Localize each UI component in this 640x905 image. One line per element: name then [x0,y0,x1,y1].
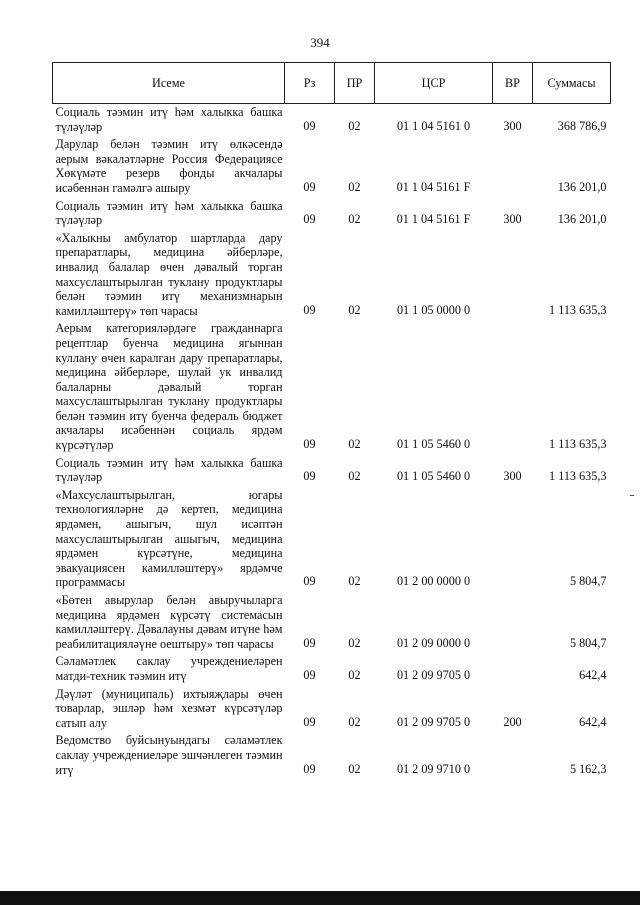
row-rz: 09 [303,714,316,729]
header-vr: ВР [493,63,533,104]
row-vr [493,230,533,321]
table-row [53,320,611,454]
row-pr: 02 [348,469,361,484]
row-name: Социаль тәэмин итү һәм халыкка башка түләүләр [55,198,283,228]
row-csr: 01 2 09 9705 0 [396,714,471,729]
table-row [53,104,611,137]
row-vr [493,487,533,592]
row-pr: 02 [348,714,361,729]
row-name: Социаль тәэмин итү һәм халыкка башка түләүләр [55,105,283,134]
table-row [53,230,611,321]
row-csr: 01 1 04 5161 F [396,212,471,227]
table-row [53,198,611,230]
row-rz: 09 [303,437,316,452]
row-pr: 02 [348,302,361,317]
row-sum: 5 162,3 [569,761,607,776]
row-csr: 01 1 04 5161 0 [396,118,471,133]
header-pr: ПР [335,63,375,104]
row-pr: 02 [348,574,361,589]
row-vr [493,732,533,779]
row-sum: 136 201,0 [557,179,607,194]
scan-edge-mark [630,495,634,496]
table-header [53,63,611,104]
row-rz: 09 [303,667,316,682]
row-sum: 136 201,0 [557,212,607,227]
row-pr: 02 [348,761,361,776]
row-rz: 09 [303,212,316,227]
row-sum: 1 113 635,3 [549,437,607,452]
row-name: Дарулар белән тәэмин итү өлкәсендә аерым вәкаләтләрне Россия Федерациясе Хөкүмәте резерв фонды акчалары исәбеннән гамәлгә ашыру [55,137,283,195]
row-pr: 02 [348,437,361,452]
scan-bottom-edge [0,891,640,905]
row-sum: 642,4 [579,667,607,682]
table-row [53,487,611,592]
row-name: Социаль тәэмин итү һәм халыкка башка түләүләр [55,455,283,485]
row-sum: 1 113 635,3 [549,302,607,317]
row-rz: 09 [303,574,316,589]
row-rz: 09 [303,302,316,317]
table-row [53,136,611,197]
row-sum: 5 804,7 [569,574,607,589]
row-name: «Бөтен авырулар белән авыручыларга медицина ярдәмен күрсәтү системасын камилләштерү. Дәвалауны дәвам итүне һәм реабилитацияләүне оештыру» төп чарасы [55,593,283,651]
row-csr: 01 1 05 0000 0 [396,302,471,317]
row-csr: 01 2 09 0000 0 [396,635,471,650]
row-vr: 300 [503,118,522,133]
row-rz: 09 [303,761,316,776]
row-csr: 01 1 05 5460 0 [396,437,471,452]
row-name: «Махсуслаштырылган, югары технологияләрне дә кертеп, медицина ярдәмен, ашыгыч, шул исәптән махсуслаштырылган ашыгыч, медицина ярдәмен күрсәтүне, медицина эвакуациясен камилләштерү» ярдәмче программасы [55,487,283,590]
row-name: Дәүләт (муниципаль) ихтыяҗлары өчен товарлар, эшләр һәм хезмәт күрсәтүләр сатып алу [55,686,283,730]
row-rz: 09 [303,179,316,194]
row-pr: 02 [348,212,361,227]
row-vr [493,653,533,685]
row-sum: 368 786,9 [557,118,607,133]
row-pr: 02 [348,179,361,194]
row-csr: 01 2 00 0000 0 [396,574,471,589]
table-row [53,732,611,779]
row-sum: 1 113 635,3 [549,469,607,484]
row-csr: 01 1 05 5460 0 [396,469,471,484]
row-vr [493,320,533,454]
table-body [53,104,611,780]
table-row [53,686,611,733]
row-name: Сәламәтлек саклау учреждениеләрен матди-техник тәэмин итү [55,654,283,683]
row-pr: 02 [348,635,361,650]
row-rz: 09 [303,469,316,484]
row-name: «Халыкны амбулатор шартларда дару препаратлары, медицина әйберләре, инвалид балалар өчен дәвалый торган махсуслаштырылган туклану продуктлары белән тәэмин итү механизмнарын камилләштерү» төп чарасы [55,230,283,318]
header-csr: ЦСР [375,63,493,104]
header-name: Исеме [53,63,285,104]
budget-table-container [52,62,610,779]
table-row [53,592,611,653]
table-row [53,455,611,487]
row-rz: 09 [303,118,316,133]
row-vr: 300 [503,212,522,227]
row-csr: 01 1 04 5161 F [396,179,471,194]
table-row [53,653,611,685]
row-sum: 5 804,7 [569,635,607,650]
header-sum: Суммасы [533,63,611,104]
row-sum: 642,4 [579,714,607,729]
row-vr [493,136,533,197]
page-number: 394 [310,35,330,50]
row-name: Ведомство буйсынуындагы сәламәтлек саклау учреждениеләре эшчәнлеген тәэмин итү [55,733,283,777]
row-vr: 200 [503,714,522,729]
row-rz: 09 [303,635,316,650]
row-vr: 300 [503,469,522,484]
row-csr: 01 2 09 9710 0 [396,761,471,776]
row-pr: 02 [348,667,361,682]
header-row [53,63,611,104]
header-rz: Рз [285,63,335,104]
row-csr: 01 2 09 9705 0 [396,667,471,682]
budget-table [52,62,611,779]
row-pr: 02 [348,118,361,133]
row-vr [493,592,533,653]
row-name: Аерым категорияләрдәге гражданнарга рецептлар буенча медицина ягыннан куллану өчен каралган дару препаратлары, медицина әйберләре, шулай ук инвалид балаларны дәвалый торган махсуслаштырылган туклану продуктлары белән тәэмин итү буенча федераль бюджет акчалары исәбеннән социаль ярдәм күрсәтүләр [55,321,283,453]
